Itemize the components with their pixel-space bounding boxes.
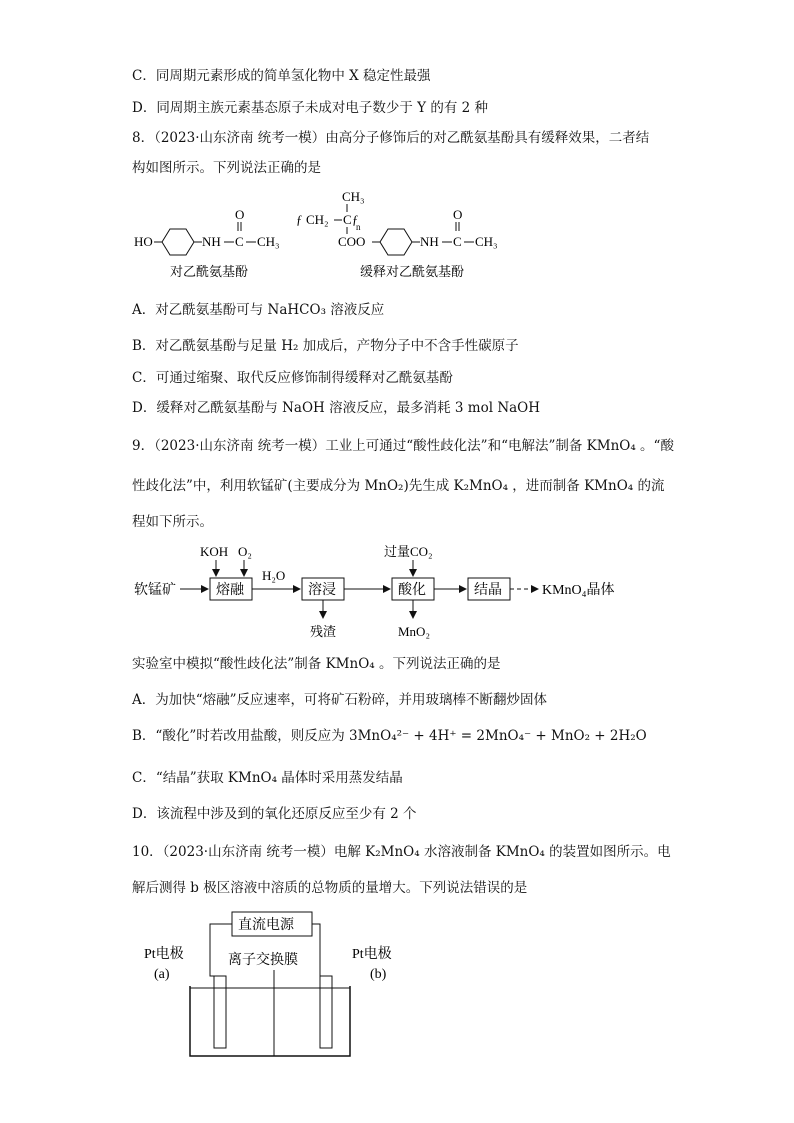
q7-option-c: C．同周期元素形成的简单氢化物中 X 稳定性最强 (132, 68, 431, 84)
electrode-b-label: Pt电极 (352, 947, 392, 962)
mol1-carbonyl-o: O (235, 207, 245, 222)
mol2-ch2: CH₂ (306, 212, 329, 227)
q9-flowchart (130, 538, 630, 643)
flow-box-melt-label: 熔融 (216, 583, 244, 598)
flow-box-crystallize-label: 结晶 (474, 583, 502, 598)
dc-power-label: 直流电源 (238, 918, 294, 933)
q8-molecule-diagram (130, 188, 530, 283)
mol2-benzene-ring (380, 229, 412, 255)
flow-in-koh: KOH (200, 544, 229, 559)
q9-option-b: B．“酸化”时若改用盐酸，则反应为 3MnO₄²⁻ + 4H⁺ = 2MnO₄⁻ + MnO₂ + 2H₂O (132, 728, 647, 744)
q7-option-d: D．同周期主族元素基态原子未成对电子数少于 Y 的有 2 种 (132, 100, 488, 116)
q9-option-c: C．“结晶”获取 KMnO₄ 晶体时采用蒸发结晶 (132, 770, 403, 786)
q8-option-b: B．对乙酰氨基酚与足量 H₂ 加成后，产物分子中不含手性碳原子 (132, 338, 519, 354)
mol2-coo: COO (338, 234, 366, 249)
mol2-backbone-c: C (343, 212, 352, 227)
mol2-carbonyl-c: C (453, 234, 462, 249)
mol1-label: 对乙酰氨基酚 (170, 264, 249, 279)
mol2-n: n (356, 222, 361, 232)
mol2-bracket-left: ƒ (296, 212, 303, 227)
electrode-b-tag: (b) (370, 967, 387, 982)
q9-stem-line3: 程如下所示。 (132, 514, 213, 530)
mol2-bracket-right: ƒ (352, 212, 359, 227)
flow-excess-co2: 过量CO₂ (384, 544, 433, 559)
mol1-ho: HO (134, 234, 153, 249)
membrane-label: 离子交换膜 (228, 953, 298, 968)
q9-option-a: A．为加快“熔融”反应速率，可将矿石粉碎，并用玻璃棒不断翻炒固体 (132, 692, 548, 708)
mol2-methyl: CH₃ (342, 189, 365, 204)
mol2-nh: NH (420, 234, 439, 249)
q8-option-d: D．缓释对乙酰氨基酚与 NaOH 溶液反应，最多消耗 3 mol NaOH (132, 400, 541, 416)
mol2-label: 缓释对乙酰氨基酚 (360, 264, 465, 279)
flow-product: KMnO₄晶体 (542, 583, 615, 598)
q9-stem-line4: 实验室中模拟“酸性歧化法”制备 KMnO₄ 。下列说法正确的是 (132, 656, 501, 672)
q10-stem-line2: 解后测得 b 极区溶液中溶质的总物质的量增大。下列说法错误的是 (132, 880, 528, 896)
flow-in-o2: O₂ (238, 544, 252, 559)
mol1-nh: NH (202, 234, 221, 249)
flow-start: 软锰矿 (134, 583, 176, 598)
q8-stem-line2: 构如图所示。下列说法正确的是 (132, 160, 321, 176)
mol1-carbonyl-c: C (235, 234, 244, 249)
q9-option-d: D．该流程中涉及到的氧化还原反应至少有 2 个 (132, 806, 417, 822)
q9-stem-line1: 9．（2023·山东济南 统考一模）工业上可通过“酸性歧化法”和“电解法”制备 KMnO₄ 。“酸 (132, 438, 674, 454)
flow-water: H₂O (262, 568, 286, 583)
q9-stem-line2: 性歧化法”中，利用软锰矿(主要成分为 MnO₂)先生成 K₂MnO₄ ，进而制备 KMnO₄ 的流 (132, 478, 665, 494)
electrode-a-tag: (a) (154, 967, 170, 982)
flow-mno2: MnO₂ (398, 624, 430, 639)
electrode-a (214, 976, 226, 1048)
q8-stem-line1: 8．（2023·山东济南 统考一模）由高分子修饰后的对乙酰氨基酚具有缓释效果，二者结 (132, 130, 650, 146)
mol1-benzene-ring (162, 229, 194, 255)
electrode-a-label: Pt电极 (144, 947, 184, 962)
mol2-carbonyl-o: O (453, 207, 463, 222)
q8-option-a: A．对乙酰氨基酚可与 NaHCO₃ 溶液反应 (132, 302, 385, 318)
flow-box-acidify-label: 酸化 (398, 583, 426, 598)
q10-electrolysis-diagram (140, 908, 420, 1063)
mol1-ch3: CH₃ (257, 234, 280, 249)
mol2-ch3: CH₃ (475, 234, 498, 249)
electrode-b (320, 976, 332, 1048)
q8-option-c: C．可通过缩聚、取代反应修饰制得缓释对乙酰氨基酚 (132, 370, 453, 386)
flow-box-leach-label: 溶浸 (308, 583, 336, 598)
flow-residue: 残渣 (310, 624, 337, 639)
q10-stem-line1: 10．（2023·山东济南 统考一模）电解 K₂MnO₄ 水溶液制备 KMnO₄ 的装置如图所示。电 (132, 844, 671, 860)
